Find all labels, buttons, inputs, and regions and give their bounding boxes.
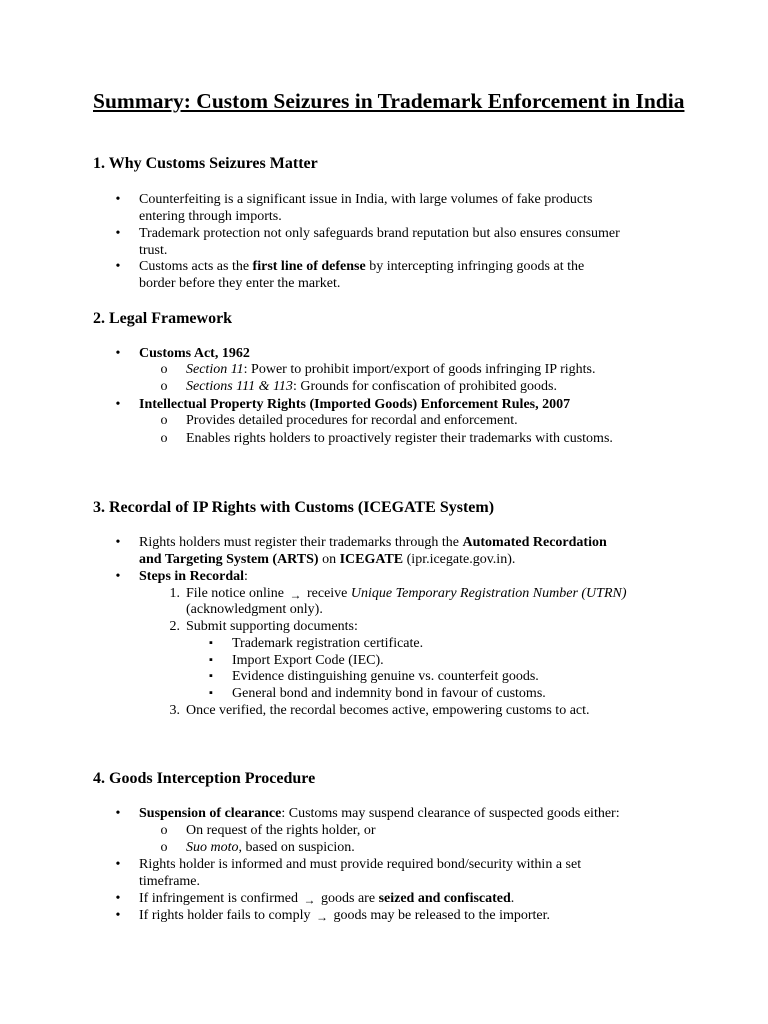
italic-text: Sections 111 & 113 [186,379,293,394]
step-text: (acknowledgment only). [186,602,323,617]
bullet-icon: • [115,192,121,207]
text-run: by intercepting infringing goods at the [365,259,585,274]
bold-text: Automated Recordation [462,535,607,550]
bullet-icon: • [115,259,121,274]
step-number: 3. [169,703,180,718]
sub-item-text: On request of the rights holder, or [186,823,376,838]
bullet-icon: • [115,226,121,241]
bullet-icon: • [115,346,121,361]
text-run: receive [303,586,351,601]
list-item-text: entering through imports. [139,209,282,224]
arrow-right-icon: → [289,588,302,602]
bold-text: ICEGATE [339,552,404,567]
italic-text: Suo moto [186,840,239,855]
text-run: If rights holder fails to comply [139,908,314,923]
bullet-icon: • [115,569,121,584]
square-bullet-icon: ▪ [209,687,213,699]
bold-text: first line of defense [252,259,366,274]
italic-text: Unique Temporary Registration Number (UTRN) [350,586,627,601]
step-number: 2. [169,619,180,634]
document-item-text: General bond and indemnity bond in favour of customs. [232,686,546,701]
list-item-text [139,534,607,551]
step-number: 1. [169,586,180,601]
list-item-text: Intellectual Property Rights (Imported Goods) Enforcement Rules, 2007 [139,397,571,412]
arrow-right-icon: → [315,910,328,924]
list-item-text: Trademark protection not only safeguards brand reputation but also ensures consumer [139,226,620,241]
list-item-text [139,568,248,585]
sub-item-text [186,378,557,395]
bold-text: Suspension of clearance [139,806,282,821]
circle-bullet-icon: o [160,431,168,446]
text-run: File notice online [186,586,288,601]
sub-item-text [186,361,595,378]
bullet-icon: • [115,857,121,872]
step-text: Once verified, the recordal becomes active, empowering customs to act. [186,703,590,718]
section-heading-interception: 4. Goods Interception Procedure [93,770,316,787]
list-item-text [139,551,515,568]
list-item-text [139,907,550,924]
circle-bullet-icon: o [160,840,168,855]
bullet-icon: • [115,891,121,906]
list-item-text: Customs Act, 1962 [139,346,250,361]
sub-item-text: Provides detailed procedures for recordal and enforcement. [186,413,518,428]
text-run: : Customs may suspend clearance of suspected goods either: [281,806,620,821]
text-run: goods are [317,891,379,906]
list-item-text [139,805,620,822]
arrow-right-icon: → [303,893,316,907]
bullet-icon: • [115,908,121,923]
section-heading-recordal: 3. Recordal of IP Rights with Customs (ICEGATE System) [93,499,495,516]
sub-item-text: Enables rights holders to proactively register their trademarks with customs. [186,431,613,446]
text-run: : Power to prohibit import/export of goods infringing IP rights. [243,362,596,377]
document-item-text: Evidence distinguishing genuine vs. counterfeit goods. [232,669,539,684]
text-run: on [318,552,340,567]
square-bullet-icon: ▪ [209,670,213,682]
text-run: (ipr.icegate.gov.in). [403,552,516,567]
text-run: goods may be released to the importer. [329,908,551,923]
circle-bullet-icon: o [160,823,168,838]
text-run: : [244,569,248,584]
list-item-text [139,258,584,275]
circle-bullet-icon: o [160,379,168,394]
bullet-icon: • [115,397,121,412]
page-title: Summary: Custom Seizures in Trademark Enforcement in India [93,89,685,113]
bold-text: and Targeting System (ARTS) [139,552,319,567]
circle-bullet-icon: o [160,362,168,377]
list-item-text: Rights holder is informed and must provide required bond/security within a set [139,857,582,872]
list-item-text [139,890,514,907]
list-item-text: border before they enter the market. [139,276,341,291]
document-item-text: Import Export Code (IEC). [232,653,384,668]
text-run: Rights holders must register their trademarks through the [139,535,463,550]
text-run: If infringement is confirmed [139,891,302,906]
text-run: : Grounds for confiscation of prohibited goods. [292,379,557,394]
text-run: , based on suspicion. [238,840,355,855]
step-text [186,585,627,602]
bold-text: seized and confiscated [378,891,511,906]
bold-text: Steps in Recordal [139,569,244,584]
document-item-text: Trademark registration certificate. [232,636,424,651]
step-text: Submit supporting documents: [186,619,358,634]
section-heading-why-customs: 1. Why Customs Seizures Matter [93,155,318,172]
list-item-text: timeframe. [139,874,201,889]
list-item-text: Counterfeiting is a significant issue in India, with large volumes of fake products [139,192,593,207]
text-run: Customs acts as the [139,259,253,274]
text-run: . [510,891,515,906]
italic-text: Section 11 [186,362,244,377]
bullet-icon: • [115,806,121,821]
bullet-icon: • [115,535,121,550]
section-heading-legal-framework: 2. Legal Framework [93,310,233,327]
circle-bullet-icon: o [160,413,168,428]
list-item-text: trust. [139,243,168,258]
sub-item-text [186,839,355,856]
square-bullet-icon: ▪ [209,654,213,666]
square-bullet-icon: ▪ [209,637,213,649]
